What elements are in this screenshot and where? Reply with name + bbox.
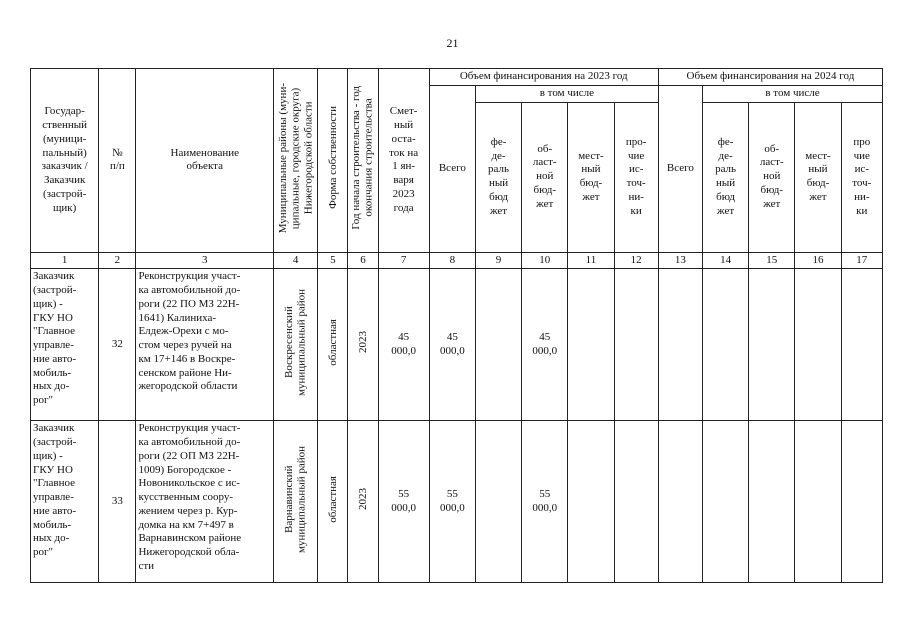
header-fin-2023: Объем финансирования на 2023 год [429, 69, 658, 86]
column-number: 17 [841, 252, 882, 269]
row-year-text: 2023 [356, 331, 369, 354]
column-number: 1 [31, 252, 99, 269]
header-total-2024: Всего [658, 85, 702, 252]
row-other-2023 [614, 421, 658, 583]
page-number: 21 [446, 36, 459, 50]
row-customer: Заказчик (застрой- щик) - ГКУ НО "Главное управле- ние авто- мобиль- ных до- рог" [31, 269, 99, 421]
row-estimate: 55 000,0 [378, 421, 429, 583]
row-local-2024 [795, 269, 841, 421]
table-row [31, 421, 883, 583]
header-object-name: Наименование объекта [136, 69, 274, 253]
header-federal-2024: фе- де- раль ный бюд жет [702, 102, 748, 252]
row-total-2024 [658, 421, 702, 583]
table-row [31, 269, 883, 421]
header-regional-2023: об- ласт- ной бюд- жет [522, 102, 568, 252]
row-ownership-text: областная [326, 476, 339, 523]
header-years [348, 69, 378, 253]
header-years-text: Год начала строительства - год окончания строительства [350, 86, 376, 230]
row-regional-2023: 55 000,0 [522, 421, 568, 583]
row-district-text: Воскресенский муниципальный район [283, 288, 308, 396]
row-total-2024 [658, 269, 702, 421]
column-number: 16 [795, 252, 841, 269]
row-num: 33 [99, 421, 136, 583]
row-year-text: 2023 [356, 488, 369, 511]
header-districts [274, 69, 318, 253]
header-ownership [318, 69, 348, 253]
column-number: 12 [614, 252, 658, 269]
column-number: 14 [702, 252, 748, 269]
row-local-2023 [568, 269, 614, 421]
row-object: Реконструкция участ- ка автомобильной до- роги (22 ПО МЗ 22Н- 1641) Калиниха- Елдеж-Орехи с мо- стом через ручей на км 17+146 в Воскре- сенском районе Ни- жегородской области [136, 269, 274, 421]
row-district [274, 421, 318, 583]
column-number: 7 [378, 252, 429, 269]
row-num: 32 [99, 269, 136, 421]
row-federal-2024 [702, 269, 748, 421]
header-total-2023: Всего [429, 85, 475, 252]
header-fin-2024: Объем финансирования на 2024 год [658, 69, 882, 86]
header-federal-2023: фе- де- раль ный бюд жет [475, 102, 521, 252]
header-estimate: Смет- ный оста- ток на 1 ян- варя 2023 года [378, 69, 429, 253]
column-number: 6 [348, 252, 378, 269]
row-ownership-text: областная [326, 319, 339, 366]
row-regional-2024 [749, 421, 795, 583]
row-other-2023 [614, 269, 658, 421]
row-estimate: 45 000,0 [378, 269, 429, 421]
financing-table [30, 68, 883, 583]
row-total-2023: 55 000,0 [429, 421, 475, 583]
header-ownership-text: Форма собственности [326, 106, 339, 210]
column-number: 13 [658, 252, 702, 269]
row-district [274, 269, 318, 421]
header-other-2023: про- чие ис- точ- ни- ки [614, 102, 658, 252]
header-including-2023: в том числе [475, 85, 658, 102]
column-number: 8 [429, 252, 475, 269]
row-federal-2023 [475, 421, 521, 583]
header-local-2023: мест- ный бюд- жет [568, 102, 614, 252]
row-object: Реконструкция участ- ка автомобильной до- роги (22 ОП МЗ 22Н- 1009) Богородское - Новоникольское с ис- кусственным соору- жением через р. Кур- домка на км 7+497 в Варнавинском районе Нижегородской обла- сти [136, 421, 274, 583]
row-customer: Заказчик (застрой- щик) - ГКУ НО "Главное управле- ние авто- мобиль- ных до- рог" [31, 421, 99, 583]
row-local-2023 [568, 421, 614, 583]
row-other-2024 [841, 269, 882, 421]
column-number: 3 [136, 252, 274, 269]
header-num: № п/п [99, 69, 136, 253]
row-total-2023: 45 000,0 [429, 269, 475, 421]
row-ownership [318, 269, 348, 421]
row-ownership [318, 421, 348, 583]
row-local-2024 [795, 421, 841, 583]
header-regional-2024: об- ласт- ной бюд- жет [749, 102, 795, 252]
row-regional-2024 [749, 269, 795, 421]
row-federal-2024 [702, 421, 748, 583]
header-including-2024: в том числе [702, 85, 882, 102]
row-year [348, 421, 378, 583]
header-other-2024: про чие ис- точ- ни- ки [841, 102, 882, 252]
column-number: 5 [318, 252, 348, 269]
row-other-2024 [841, 421, 882, 583]
header-customer: Государ- ственный (муници- пальный) заказчик / Заказчик (застрой- щик) [31, 69, 99, 253]
header-row-1 [31, 69, 883, 86]
header-districts-text: Муниципальные районы (муни- ципальные, городские округа) Нижегородской области [276, 82, 314, 233]
column-number: 15 [749, 252, 795, 269]
row-district-text: Варнавинский муниципальный район [283, 445, 308, 553]
column-number: 4 [274, 252, 318, 269]
row-year [348, 269, 378, 421]
row-federal-2023 [475, 269, 521, 421]
column-number: 9 [475, 252, 521, 269]
column-number: 10 [522, 252, 568, 269]
column-number: 11 [568, 252, 614, 269]
column-number: 2 [99, 252, 136, 269]
header-local-2024: мест- ный бюд- жет [795, 102, 841, 252]
column-number-row [31, 252, 883, 269]
row-regional-2023: 45 000,0 [522, 269, 568, 421]
